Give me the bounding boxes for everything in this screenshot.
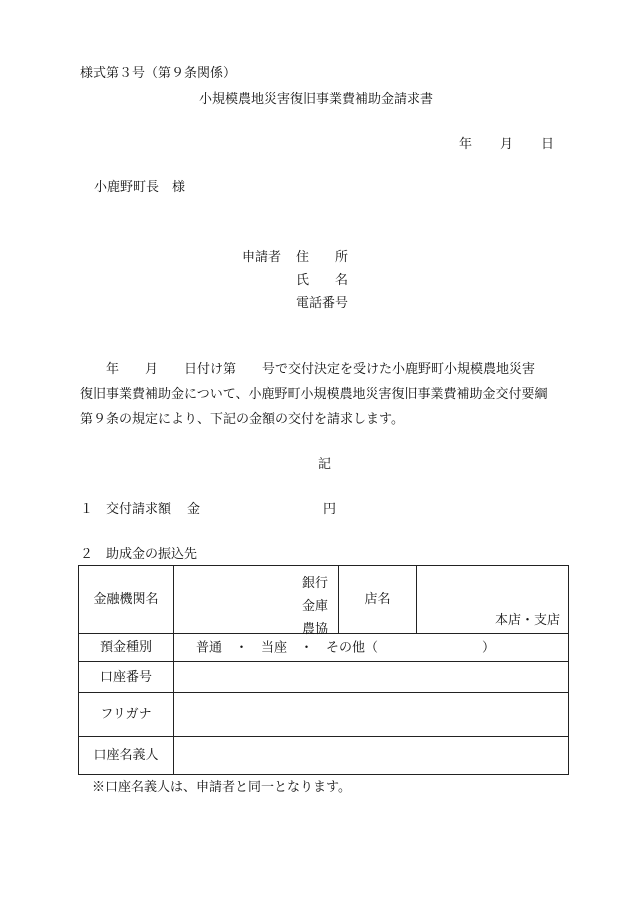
institution-row — [79, 566, 569, 634]
bank-transfer-table — [78, 565, 569, 775]
item-2-label: 助成金の振込先 — [106, 547, 198, 562]
institution-type-list — [302, 572, 328, 641]
account-number-label: 口座番号 — [79, 662, 174, 693]
account-kind-row — [79, 634, 569, 662]
branch-type-label: 本店・支店 — [494, 613, 560, 628]
holder-label: 口座名義人 — [79, 737, 174, 775]
applicant-phone-label: 電話番号 — [296, 296, 349, 311]
institution-type-shinkin: 金庫 — [301, 599, 328, 614]
applicant-address-label: 住 所 — [296, 250, 349, 265]
body-text-line-3: 第９条の規定により、下記の金額の交付を請求します。 — [80, 412, 404, 427]
date-year-label: 年 — [459, 137, 473, 152]
applicant-label: 申請者 — [242, 250, 282, 265]
furigana-label: フリガナ — [79, 693, 174, 737]
account-number-row — [79, 662, 569, 693]
date-day-label: 日 — [541, 137, 555, 152]
date-month-label: 月 — [500, 137, 514, 152]
item-1-prefix: 金 — [187, 502, 201, 517]
institution-label: 金融機関名 — [79, 566, 174, 634]
item-2-number: ２ — [80, 547, 94, 562]
ki-heading: 記 — [318, 457, 332, 472]
holder-row — [79, 737, 569, 775]
form-number-label: 様式第３号（第９条関係） — [80, 66, 237, 81]
shop-label: 店名 — [339, 566, 417, 634]
item-1-unit: 円 — [323, 502, 337, 517]
account-kind-options: 普通 ・ 当座 ・ その他（ ） — [196, 640, 496, 655]
item-1-number: １ — [80, 502, 94, 517]
account-kind-cell[interactable] — [174, 634, 569, 662]
account-kind-label: 預金種別 — [79, 634, 174, 662]
document-title: 小規模農地災害復旧事業費補助金請求書 — [199, 92, 434, 107]
institution-type-bank: 銀行 — [301, 576, 328, 591]
holder-note: ※口座名義人は、申請者と同一となります。 — [92, 780, 351, 795]
institution-type-nokyo: 農協 — [301, 622, 328, 637]
furigana-row — [79, 693, 569, 737]
addressee: 小鹿野町長 様 — [94, 180, 186, 195]
account-number-cell[interactable] — [174, 662, 569, 693]
item-1-label: 交付請求額 — [106, 502, 172, 517]
shop-name-cell[interactable] — [417, 566, 569, 634]
institution-name-cell[interactable] — [174, 566, 339, 637]
applicant-name-label: 氏 名 — [296, 273, 349, 288]
body-text-line-2: 復旧事業費補助金について、小鹿野町小規模農地災害復旧事業費補助金交付要綱 — [80, 387, 548, 402]
body-text-line-1: 年 月 日付け第 号で交付決定を受けた小鹿野町小規模農地災害 — [80, 362, 536, 377]
holder-cell[interactable] — [174, 737, 569, 775]
furigana-cell[interactable] — [174, 693, 569, 737]
